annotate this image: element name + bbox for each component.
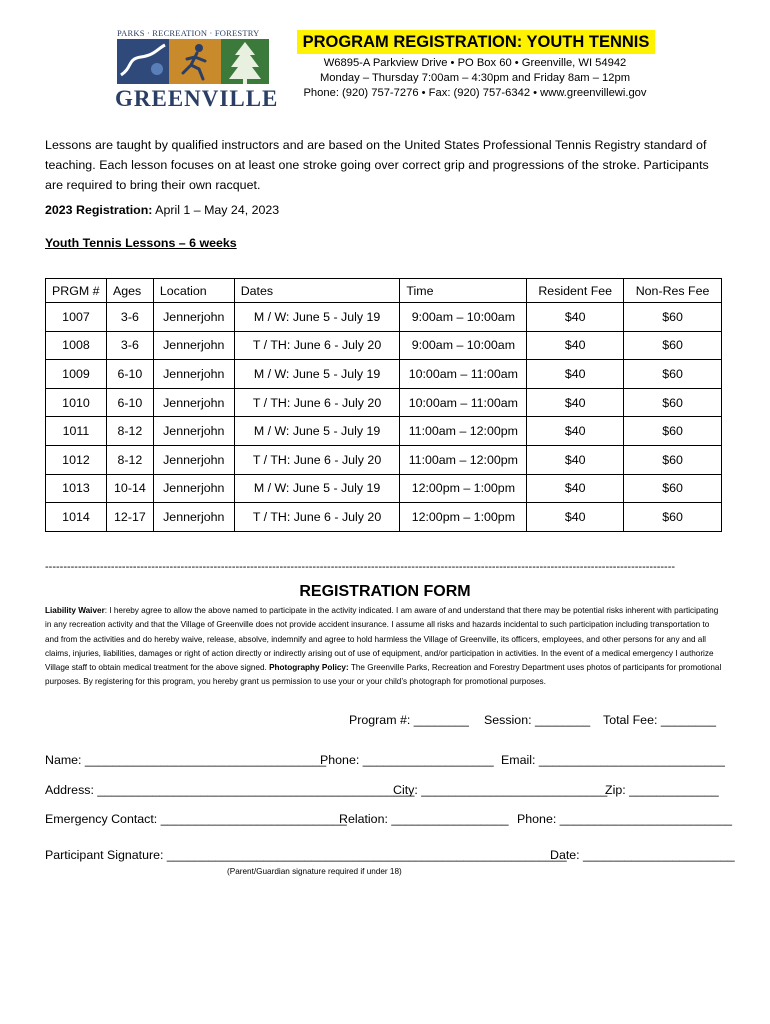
table-cell: 3-6 — [106, 303, 153, 332]
table-cell: $60 — [624, 360, 722, 389]
greenville-logo — [113, 28, 279, 111]
zip-field[interactable]: Zip: _____________ — [605, 783, 719, 797]
table-cell: $60 — [624, 474, 722, 503]
phone-field[interactable]: Phone: ___________________ — [320, 753, 494, 767]
table-row — [46, 417, 722, 446]
park-path-icon — [117, 39, 169, 84]
emergency-phone-field[interactable]: Phone: _________________________ — [517, 812, 732, 826]
table-cell: Jennerjohn — [153, 360, 234, 389]
table-cell: Jennerjohn — [153, 503, 234, 532]
logo-graphic — [117, 39, 269, 84]
table-cell: 12:00pm – 1:00pm — [400, 474, 527, 503]
table-cell: $60 — [624, 503, 722, 532]
logo-panel-recreation — [169, 39, 221, 84]
program-number-field[interactable]: Program #: ________ — [349, 713, 469, 727]
waiver-label: Liability Waiver — [45, 606, 105, 615]
table-cell: T / TH: June 6 - July 20 — [234, 331, 400, 360]
table-cell: 3-6 — [106, 331, 153, 360]
table-cell: 1011 — [46, 417, 107, 446]
table-cell: $60 — [624, 303, 722, 332]
table-cell: $40 — [527, 388, 624, 417]
table-cell: 1007 — [46, 303, 107, 332]
table-row — [46, 445, 722, 474]
cut-line-divider: ---------------------------------------------------------------------------------------------------------------------------------------------------------------------------- — [45, 562, 676, 572]
registration-form-title: REGISTRATION FORM — [299, 583, 471, 600]
table-cell: $60 — [624, 388, 722, 417]
table-cell: 8-12 — [106, 417, 153, 446]
signature-note: (Parent/Guardian signature required if under 18) — [227, 867, 402, 876]
table-cell: 10:00am – 11:00am — [400, 388, 527, 417]
table-cell: Jennerjohn — [153, 331, 234, 360]
table-cell: $40 — [527, 303, 624, 332]
table-cell: 1009 — [46, 360, 107, 389]
table-cell: 1013 — [46, 474, 107, 503]
registration-dates: April 1 – May 24, 2023 — [152, 203, 280, 217]
table-row — [46, 303, 722, 332]
table-cell: 10:00am – 11:00am — [400, 360, 527, 389]
table-cell: M / W: June 5 - July 19 — [234, 303, 400, 332]
table-cell: $60 — [624, 417, 722, 446]
table-cell: M / W: June 5 - July 19 — [234, 417, 400, 446]
emergency-contact-field[interactable]: Emergency Contact: ___________________________ — [45, 812, 347, 826]
table-cell: 8-12 — [106, 445, 153, 474]
header-hours: Monday – Thursday 7:00am – 4:30pm and Friday 8am – 12pm — [319, 72, 631, 84]
intro-paragraph: Lessons are taught by qualified instructors and are based on the United States Professional Tennis Registry standard of teaching. Each lesson focuses on at least one stroke going over correct grip and progressions of the stroke. Participants are required to bring their own racquet. — [45, 138, 709, 192]
column-header: Non-Res Fee — [624, 279, 722, 303]
table-cell: 1008 — [46, 331, 107, 360]
table-cell: 11:00am – 12:00pm — [400, 417, 527, 446]
table-cell: $40 — [527, 331, 624, 360]
column-header: Ages — [106, 279, 153, 303]
table-cell: T / TH: June 6 - July 20 — [234, 388, 400, 417]
column-header: Dates — [234, 279, 400, 303]
table-row — [46, 503, 722, 532]
table-cell: 12:00pm – 1:00pm — [400, 503, 527, 532]
table-cell: 1014 — [46, 503, 107, 532]
logo-wordmark: GREENVILLE — [115, 86, 279, 111]
session-field[interactable]: Session: ________ — [484, 713, 591, 727]
table-cell: M / W: June 5 - July 19 — [234, 360, 400, 389]
table-cell: $40 — [527, 503, 624, 532]
date-field[interactable]: Date: ______________________ — [550, 848, 735, 862]
tree-icon — [221, 39, 269, 84]
address-field[interactable]: Address: ______________________________________________ — [45, 783, 415, 797]
page-title: PROGRAM REGISTRATION: YOUTH TENNIS — [297, 30, 655, 54]
table-cell: $40 — [527, 417, 624, 446]
column-header: Resident Fee — [527, 279, 624, 303]
schedule-table — [45, 278, 722, 532]
table-cell: M / W: June 5 - July 19 — [234, 474, 400, 503]
table-cell: 1010 — [46, 388, 107, 417]
table-cell: $40 — [527, 445, 624, 474]
table-cell: 12-17 — [106, 503, 153, 532]
header-address: W6895-A Parkview Drive • PO Box 60 • Greenville, WI 54942 — [323, 57, 627, 69]
waiver-text: : I hereby agree to allow the above named to participate in the activity indicated. I am aware of and understand that there may be potential risks inherent with participating in any recreation activity and that the Village of Greenville does not provide accident insurance. I assume all risks and hazards incidental to such participation including transportation to and from the activities and do hereby waive, release, absolve, indemnify and agree to hold harmless the Village of Greenville, its officers, employees, and other persons for any and all claims, injuries, liabilities, damages or right of action directly or indirectly arising out of use of equipment, and/or participation in activities. In the event of a medical emergency I authorize Village staff to obtain medical treatment for the above signed. — [45, 606, 719, 673]
registration-period — [45, 203, 279, 217]
table-cell: 9:00am – 10:00am — [400, 303, 527, 332]
header-contact: Phone: (920) 757-7276 • Fax: (920) 757-6342 • www.greenvillewi.gov — [303, 87, 647, 99]
logo-panel-forestry — [221, 39, 269, 84]
lessons-heading: Youth Tennis Lessons – 6 weeks — [45, 236, 237, 250]
logo-panel-parks — [117, 39, 169, 84]
total-fee-field[interactable]: Total Fee: ________ — [603, 713, 716, 727]
table-cell: Jennerjohn — [153, 417, 234, 446]
table-cell: 1012 — [46, 445, 107, 474]
table-row — [46, 360, 722, 389]
column-header: Location — [153, 279, 234, 303]
photo-policy-text: The Greenville Parks, Recreation and Forestry Department uses photos of participants for promotional purposes. By registering for this program, you hereby grant us permission to use your or your child’s photograph for promotional purposes. — [45, 663, 722, 687]
table-row — [46, 388, 722, 417]
photo-policy-label: Photography Policy: — [269, 663, 349, 673]
table-cell: 9:00am – 10:00am — [400, 331, 527, 360]
column-header: PRGM # — [46, 279, 107, 303]
table-cell: $60 — [624, 331, 722, 360]
table-header-row — [46, 279, 722, 303]
table-cell: Jennerjohn — [153, 303, 234, 332]
table-cell: 6-10 — [106, 360, 153, 389]
table-cell: $40 — [527, 360, 624, 389]
table-cell: T / TH: June 6 - July 20 — [234, 445, 400, 474]
table-cell: Jennerjohn — [153, 445, 234, 474]
relation-field[interactable]: Relation: _________________ — [339, 812, 509, 826]
logo-tagline: PARKS · RECREATION · FORESTRY — [117, 28, 260, 38]
email-field[interactable]: Email: ___________________________ — [501, 753, 725, 767]
table-cell: $60 — [624, 445, 722, 474]
city-field[interactable]: City: ___________________________ — [393, 783, 608, 797]
table-cell: Jennerjohn — [153, 388, 234, 417]
table-cell: Jennerjohn — [153, 474, 234, 503]
waiver-paragraph — [45, 604, 725, 690]
table-cell: $40 — [527, 474, 624, 503]
table-cell: T / TH: June 6 - July 20 — [234, 503, 400, 532]
table-cell: 6-10 — [106, 388, 153, 417]
table-row — [46, 474, 722, 503]
table-cell: 10-14 — [106, 474, 153, 503]
name-field[interactable]: Name: ___________________________________ — [45, 753, 327, 767]
table-cell: 11:00am – 12:00pm — [400, 445, 527, 474]
column-header: Time — [400, 279, 527, 303]
signature-field[interactable]: Participant Signature: __________________________________________________________ — [45, 848, 567, 862]
table-row — [46, 331, 722, 360]
registration-label: 2023 Registration: — [45, 203, 153, 217]
runner-icon — [169, 39, 221, 84]
